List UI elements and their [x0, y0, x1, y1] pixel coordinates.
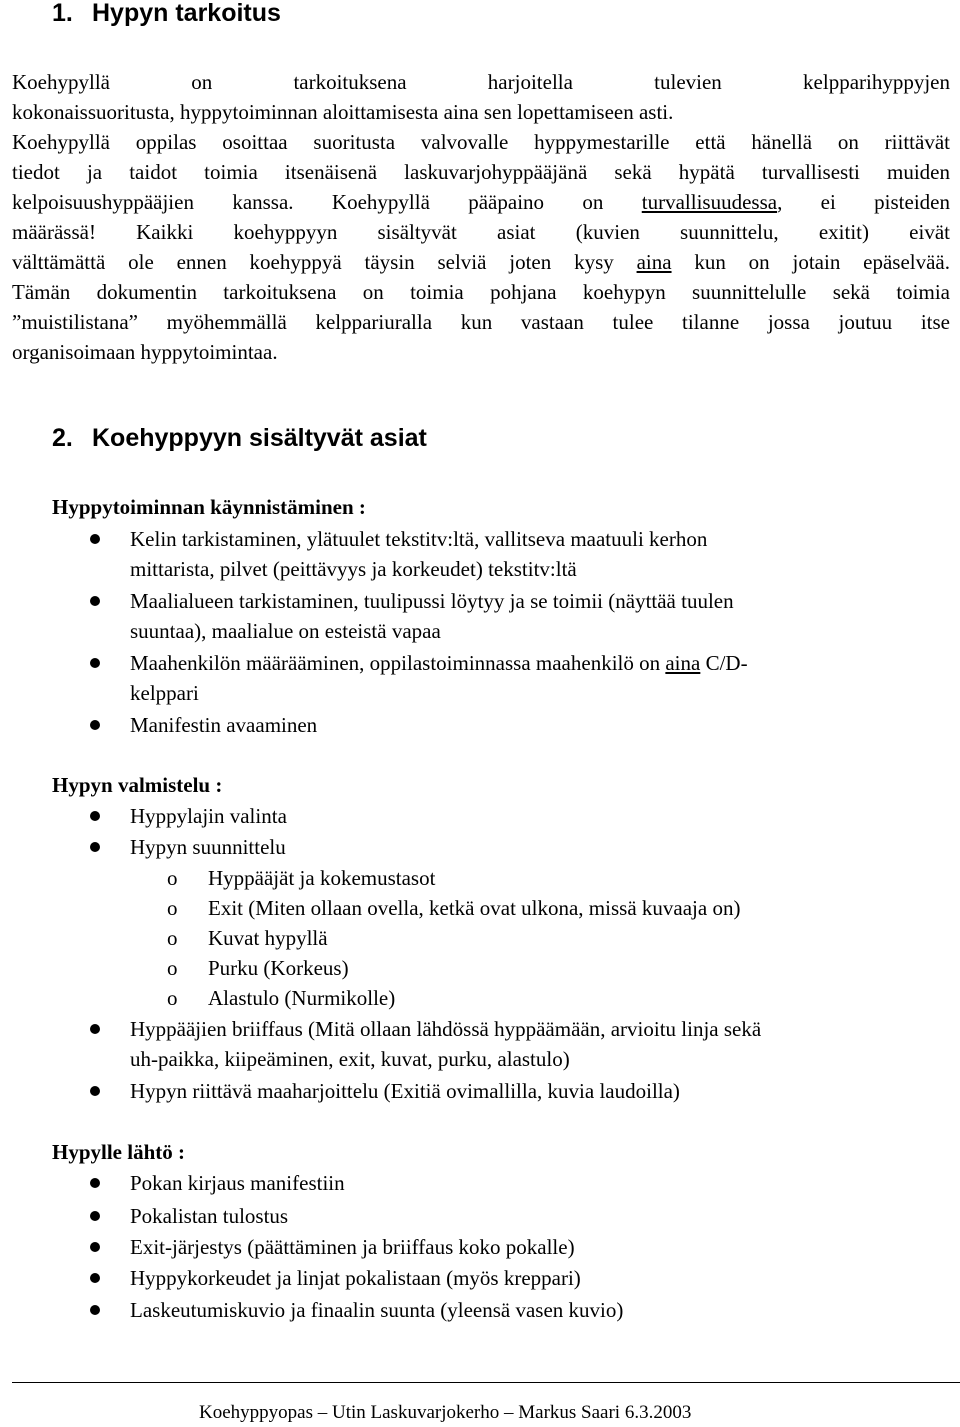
bullet-icon [90, 811, 100, 821]
bullet-icon [90, 1242, 100, 1252]
sub-item-text: Exit (Miten ollaan ovella, ketkä ovat ulkona, missä kuvaaja on) [208, 896, 741, 920]
section-1-heading [52, 0, 281, 28]
list-item: Hypyn suunnittelu [130, 835, 286, 859]
group-title-start: Hyppytoiminnan käynnistäminen : [52, 495, 366, 519]
sub-list-item [167, 953, 349, 983]
intro-text: kun on jotain epäselvää. [671, 250, 950, 274]
list-item: Kelin tarkistaminen, ylätuulet tekstitv:ltä, vallitseva maatuuli kerhon [130, 527, 708, 551]
footer-divider [12, 1382, 960, 1383]
sub-item-text: Purku (Korkeus) [208, 956, 349, 980]
list-item: Hyppylajin valinta [130, 804, 287, 828]
bullet-icon [90, 1273, 100, 1283]
bullet-icon [90, 596, 100, 606]
intro-line [12, 187, 950, 217]
circle-bullet-icon: o [167, 866, 178, 890]
list-item: Exit-järjestys (päättäminen ja briiffaus koko pokalle) [130, 1235, 575, 1259]
list-item: Manifestin avaaminen [130, 713, 318, 737]
list-item-continued: mittarista, pilvet (peittävyys ja korkeudet) tekstitv:ltä [130, 557, 577, 581]
section-1-number: 1. [52, 0, 73, 27]
circle-bullet-icon: o [167, 956, 178, 980]
section-2-heading [52, 423, 427, 453]
list-item: Maalialueen tarkistaminen, tuulipussi löytyy ja se toimii (näyttää tuulen [130, 589, 734, 613]
section-1-title: Hypyn tarkoitus [92, 0, 281, 27]
list-item: Laskeutumiskuvio ja finaalin suunta (yleensä vasen kuvio) [130, 1298, 624, 1322]
list-item: Pokalistan tulostus [130, 1204, 289, 1228]
section-2-title: Koehyppyyn sisältyvät asiat [92, 424, 427, 452]
bullet-icon [90, 658, 100, 668]
intro-line: määrässä! Kaikki koehyppyyn sisältyvät asiat (kuvien suunnittelu, exitit) eivät [12, 220, 950, 244]
intro-text: välttämättä ole ennen koehyppyä täysin selviä joten kysy [12, 250, 637, 274]
item-text: Maahenkilön määrääminen, oppilastoiminnassa maahenkilö on [130, 651, 666, 675]
underlined-turvallisuudessa: turvallisuudessa [641, 190, 778, 214]
bullet-icon [90, 842, 100, 852]
intro-line: Tämän dokumentin tarkoituksena on toimia pohjana koehypyn suunnittelulle sekä toimia [12, 280, 950, 304]
list-item: Hypyn riittävä maaharjoittelu (Exitiä ovimallilla, kuvia laudoilla) [130, 1079, 680, 1103]
bullet-icon [90, 1086, 100, 1096]
item-text: C/D- [700, 651, 748, 675]
group-title-depart: Hypylle lähtö : [52, 1140, 186, 1164]
list-item-continued: suuntaa), maalialue on esteistä vapaa [130, 619, 441, 643]
bullet-icon [90, 1024, 100, 1034]
sub-item-text: Alastulo (Nurmikolle) [208, 986, 396, 1010]
list-item: Hyppykorkeudet ja linjat pokalistaan (myös kreppari) [130, 1266, 581, 1290]
intro-line [12, 247, 950, 277]
sub-item-text: Kuvat hypyllä [208, 926, 328, 950]
intro-line: organisoimaan hyppytoimintaa. [12, 340, 278, 364]
sub-list-item [167, 893, 740, 923]
bullet-icon [90, 534, 100, 544]
list-item [130, 648, 748, 678]
intro-line: Koehypyllä oppilas osoittaa suoritusta valvovalle hyppymestarille että hänellä on riittävät [12, 130, 950, 154]
group-title-prep: Hypyn valmistelu : [52, 773, 223, 797]
circle-bullet-icon: o [167, 986, 178, 1010]
sub-list-item [167, 863, 435, 893]
list-item: Hyppääjien briiffaus (Mitä ollaan lähdössä hyppäämään, arvioitu linja sekä [130, 1017, 762, 1041]
intro-text: kelpoisuushyppääjien kanssa. Koehypyllä pääpaino on [12, 190, 642, 214]
bullet-icon [90, 1178, 100, 1188]
page-footer: Koehyppyopas – Utin Laskuvarjokerho – Markus Saari 6.3.2003 [199, 1402, 692, 1423]
circle-bullet-icon: o [167, 896, 178, 920]
intro-paragraph [12, 67, 950, 367]
intro-line: kokonaissuoritusta, hyppytoiminnan aloittamisesta aina sen lopettamiseen asti. [12, 100, 674, 124]
list-item-continued: uh-paikka, kiipeäminen, exit, kuvat, purku, alastulo) [130, 1047, 570, 1071]
sub-list-item [167, 983, 395, 1013]
intro-line: Koehypyllä on tarkoituksena harjoitella tulevien kelpparihyppyjen [12, 70, 950, 94]
bullet-icon [90, 1211, 100, 1221]
underlined-aina: aina [665, 651, 701, 675]
section-2-number: 2. [52, 424, 73, 452]
list-item-continued: kelppari [130, 681, 199, 705]
sub-item-text: Hyppääjät ja kokemustasot [208, 866, 436, 890]
intro-line: tiedot ja taidot toimia itsenäisenä laskuvarjohyppääjänä sekä hypätä turvallisesti muiden [12, 160, 950, 184]
sub-list-item [167, 923, 328, 953]
bullet-icon [90, 720, 100, 730]
bullet-icon [90, 1305, 100, 1315]
underlined-aina: aina [636, 250, 672, 274]
list-item: Pokan kirjaus manifestiin [130, 1171, 345, 1195]
intro-text: , ei pisteiden [777, 190, 950, 214]
circle-bullet-icon: o [167, 926, 178, 950]
intro-line: ”muistilistana” myöhemmällä kelppariuralla kun vastaan tulee tilanne jossa joutuu itse [12, 310, 950, 334]
